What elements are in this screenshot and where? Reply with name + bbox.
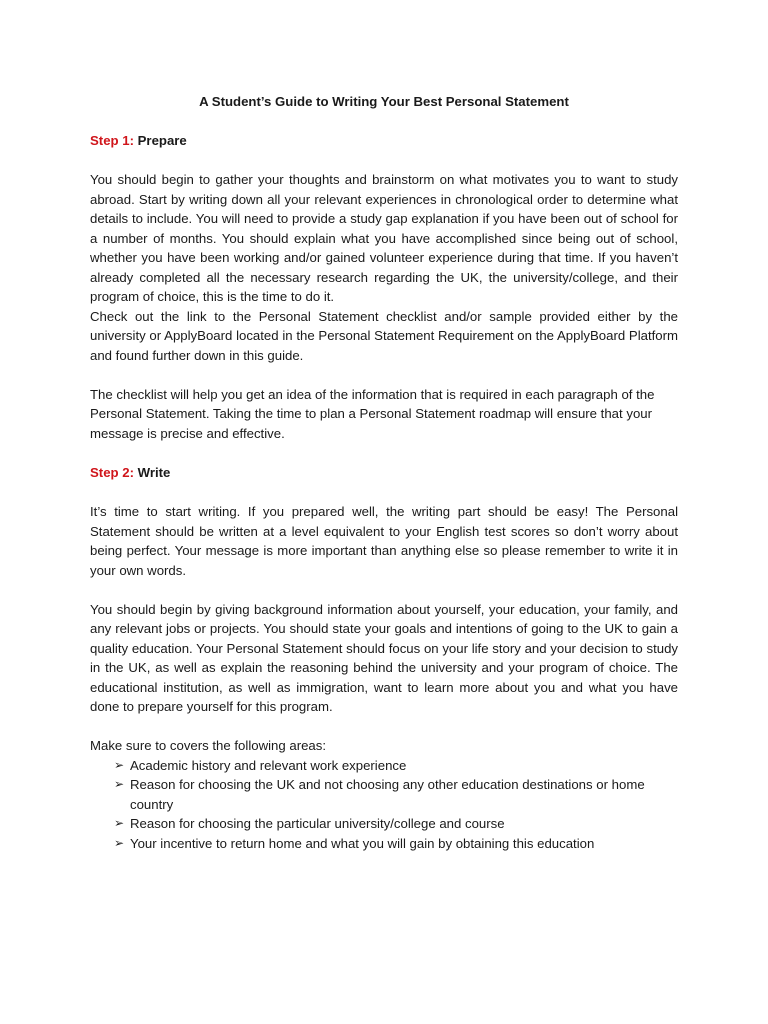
coverage-list bbox=[90, 756, 678, 854]
step-1-number: Step 1: bbox=[90, 132, 134, 148]
arrow-bullet-icon: ➢ bbox=[114, 835, 125, 850]
step-2-number: Step 2: bbox=[90, 464, 134, 480]
step-2-paragraph-2: You should begin by giving background information about yourself, your education, your family, and any relevant jobs or projects. You should state your goals and intentions of going to the UK to gain a quality education. Your Personal Statement should focus on your life story and your decision to study in the UK, as well as explain the reasoning behind the university and your program of choice. The educational institution, as well as immigration, want to learn more about you and what you have done to prepare yourself for this program. bbox=[90, 601, 678, 714]
list-item bbox=[114, 756, 678, 776]
step-1-paragraph-3: The checklist will help you get an idea of the information that is required in each paragraph of the Personal Statement. Taking the time to plan a Personal Statement roadmap will ensure that your message is precise and effective. bbox=[90, 386, 655, 441]
list-item-text: Reason for choosing the UK and not choosing any other education destinations or home country bbox=[130, 777, 645, 812]
document-title: A Student’s Guide to Writing Your Best Personal Statement bbox=[199, 94, 569, 109]
step-1-paragraph-1: You should begin to gather your thoughts and brainstorm on what motivates you to want to study abroad. Start by writing down all your relevant experiences in chronological order to determine what details to include. You will need to provide a study gap explanation if you have been out of school for a number of months. You should explain what you have accomplished since being out of school, whether you have been working and/or gained volunteer experience during that time. If you haven’t already completed all the necessary research regarding the UK, the university/college, and their program of choice, this is the time to do it. bbox=[90, 172, 678, 304]
paragraph-gap bbox=[90, 443, 678, 463]
step-2-name: Write bbox=[137, 464, 171, 480]
step-1-name: Prepare bbox=[137, 132, 187, 148]
list-intro: Make sure to covers the following areas: bbox=[90, 738, 327, 753]
step-2-paragraph-1: It’s time to start writing. If you prepared well, the writing part should be easy! The Personal Statement should be written at a level equivalent to your English test scores so don’t worry about being perfect. Your message is more important than anything else so please remember to write it in your own words. bbox=[90, 504, 678, 578]
list-item bbox=[114, 775, 678, 814]
step-1-paragraph-2: Check out the link to the Personal Statement checklist and/or sample provided either by the university or ApplyBoard located in the Personal Statement Requirement on the ApplyBoard Platform and found further down in this guide. bbox=[90, 308, 678, 363]
arrow-bullet-icon: ➢ bbox=[114, 816, 125, 830]
arrow-bullet-icon: ➢ bbox=[114, 777, 125, 791]
list-item-text: Reason for choosing the particular university/college and course bbox=[130, 816, 505, 831]
list-item bbox=[114, 814, 678, 834]
list-item-text: Your incentive to return home and what you will gain by obtaining this education bbox=[130, 835, 595, 851]
paragraph-gap bbox=[90, 717, 678, 737]
step-2-heading bbox=[90, 463, 678, 483]
paragraph-gap bbox=[90, 580, 678, 600]
arrow-bullet-icon: ➢ bbox=[114, 757, 125, 772]
list-item bbox=[114, 834, 678, 854]
step-1-heading bbox=[90, 131, 678, 151]
list-item-text: Academic history and relevant work experience bbox=[130, 757, 407, 773]
paragraph-gap bbox=[90, 365, 678, 385]
